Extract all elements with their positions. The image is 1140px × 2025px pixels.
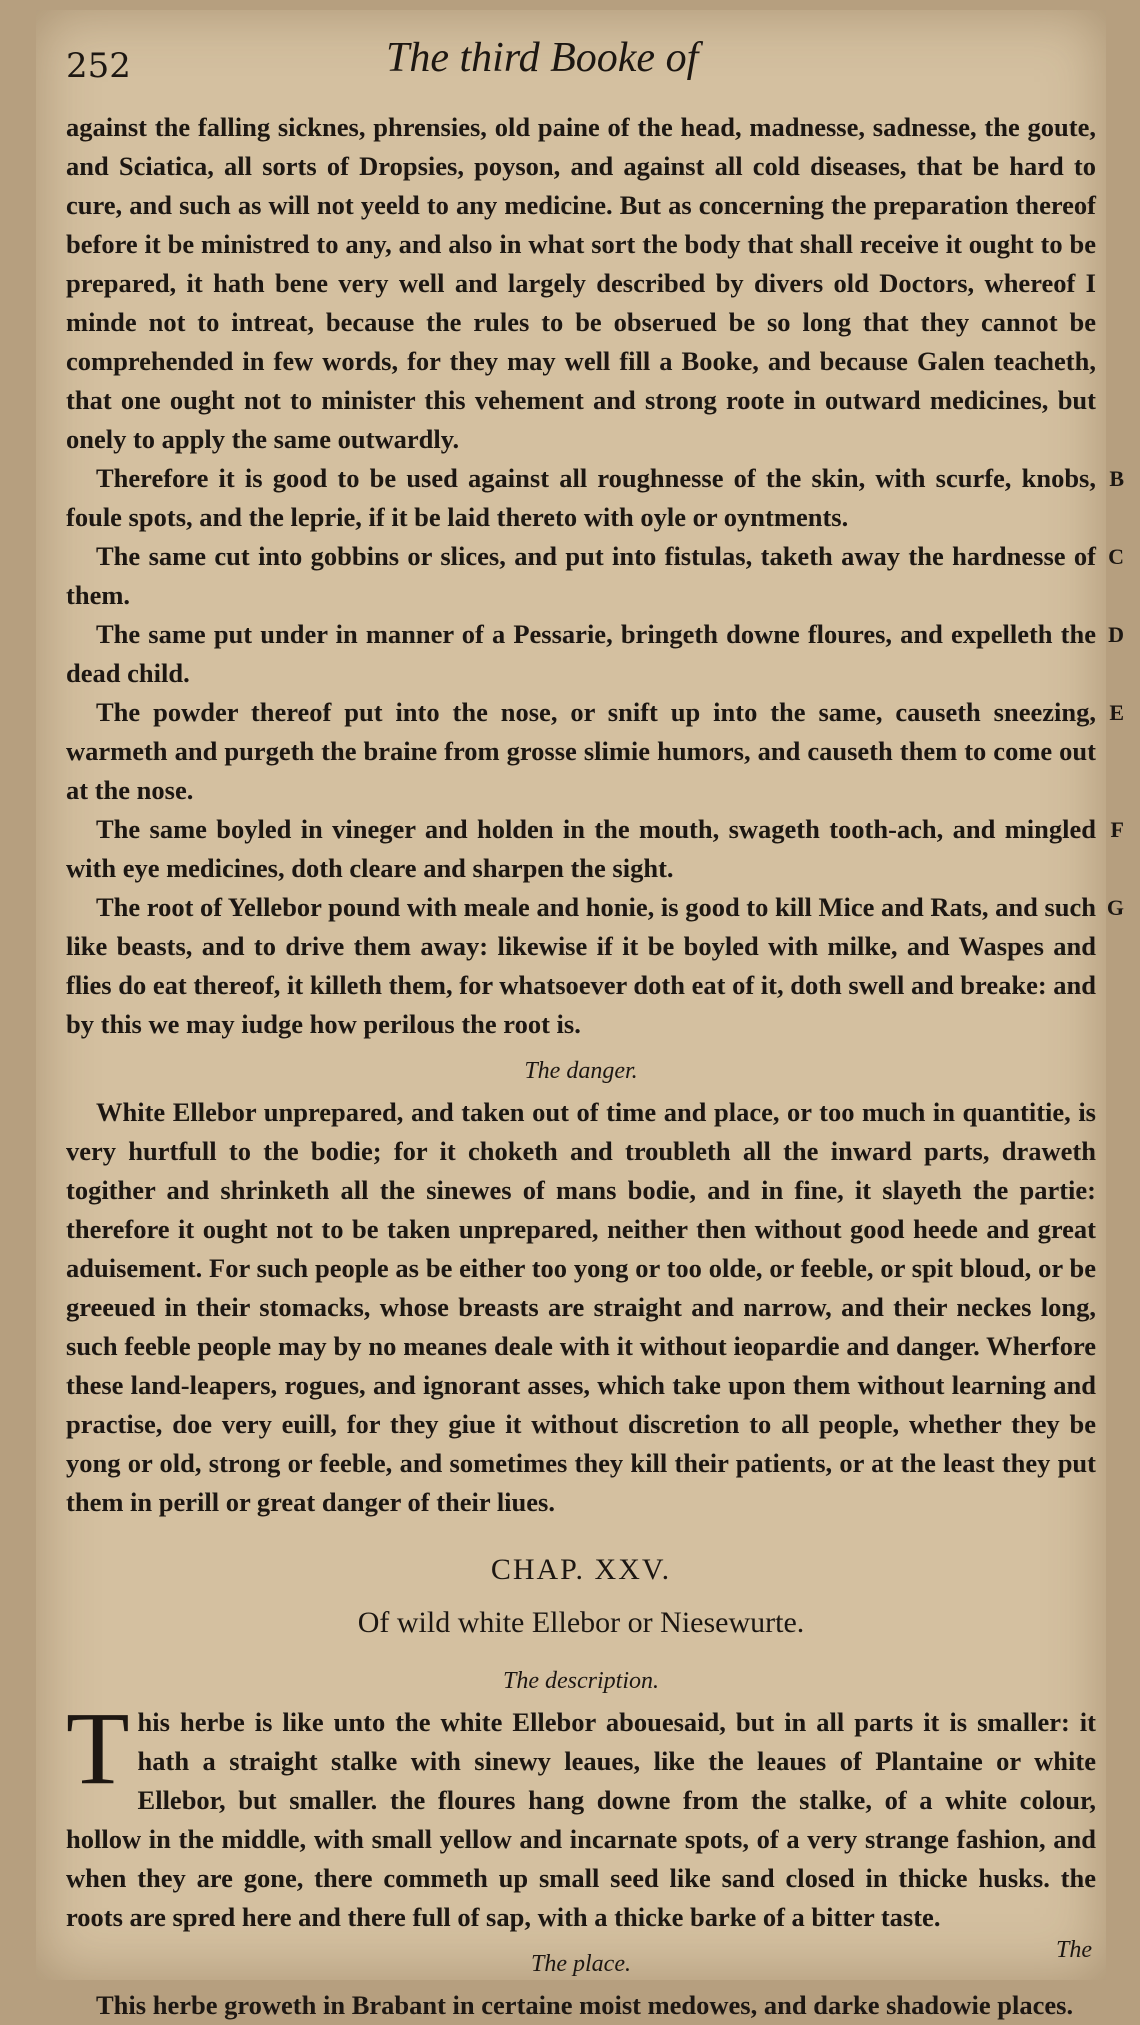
paragraph-description-text: his herbe is like unto the white Ellebor abouesaid, but in all parts it is smaller: it hath a straight stalke with sinewy leaues, like the leaues of Plantaine or white Ellebor, but smaller. the floures hang downe from the stalke, of a white colour, hollow in the middle, with small yellow and incarnate spots, of a very strange fashion, and when they are gone, there commeth up small seed like sand closed in thicke husks. the roots are spred here and there full of sap, with a thicke barke of a bitter taste. [66, 1707, 1096, 1932]
paragraph-6 [66, 810, 1124, 888]
page-header [66, 28, 1066, 98]
drop-cap: T [66, 1691, 130, 1806]
margin-letter-e: E [1109, 700, 1124, 725]
margin-letter-b: B [1109, 466, 1124, 491]
margin-letter-d: D [1108, 622, 1124, 647]
paragraph-place: This herbe groweth in Brabant in certaine moist medowes, and darke shadowie places. [96, 1990, 1074, 2020]
paragraph-4-text: The same put under in manner of a Pessarie, bringeth downe floures, and expelleth the dead child. [66, 619, 1096, 688]
running-head: The third Booke of [386, 35, 699, 81]
paragraph-3 [66, 537, 1124, 615]
paragraph-2-text: Therefore it is good to be used against all roughnesse of the skin, with scurfe, knobs, foule spots, and the leprie, if it be laid thereto with oyle or oyntments. [66, 463, 1096, 532]
danger-heading: The danger. [524, 1058, 638, 1084]
margin-letter-g: G [1106, 895, 1124, 920]
paragraph-7-text: The root of Yellebor pound with meale and honie, is good to kill Mice and Rats, and such like beasts, and to drive them away: likewise if it be boyled with milke, and Waspes and flies do eat thereof, it killeth them, for whatsoever doth eat of it, doth swell and breake: and by this we may iudge how perilous the root is. [66, 892, 1097, 1039]
paragraph-description [66, 1691, 1096, 1937]
paragraph-2 [66, 459, 1124, 537]
chapter-heading: CHAP. XXV. [490, 1553, 672, 1586]
paragraph-danger: White Ellebor unprepared, and taken out of time and place, or too much in quantitie, is very hurtfull to the bodie; for it choketh and troubleth all the inward parts, draweth togither and shrinketh all the sinewes of mans bodie, and in fine, it slayeth the partie: therefore it ought not to be taken unprepared, neither then without good heede and great aduisement. For such people as be either too yong or too olde, or feeble, or spit bloud, or be greeued in their stomacks, whose breasts are straight and narrow, and their neckes long, such feeble people may by no meanes deale with it without ieopardie and danger. Wherfore these land-leapers, rogues, and ignorant asses, which take upon them without learning and practise, doe very euill, for they giue it without discretion to all people, whether they be yong or old, strong or feeble, and sometimes they kill their patients, or at the least they put them in perill or great danger of their liues. [66, 1097, 1096, 1517]
paragraph-5-text: The powder thereof put into the nose, or snift up into the same, causeth sneezing, warmeth and purgeth the braine from grosse slimie humors, and causeth them to come out at the nose. [66, 697, 1096, 805]
paragraph-7 [66, 888, 1124, 1044]
paragraph-5 [66, 693, 1124, 810]
place-heading: The place. [531, 1951, 631, 1977]
page-number: 252 [66, 46, 131, 86]
paragraph-3-text: The same cut into gobbins or slices, and put into fistulas, taketh away the hardnesse of them. [66, 541, 1096, 610]
chapter-title: Of wild white Ellebor or Niesewurte. [357, 1606, 805, 1639]
catchword: The [1056, 1937, 1092, 1963]
paragraph-4 [66, 615, 1124, 693]
body-text [66, 108, 1124, 2025]
description-heading: The description. [503, 1668, 659, 1694]
paragraph-6-text: The same boyled in vineger and holden in the mouth, swageth tooth-ach, and mingled with eye medicines, doth cleare and sharpen the sight. [66, 814, 1096, 883]
margin-letter-f: F [1110, 817, 1124, 842]
paragraph-1: against the falling sicknes, phrensies, old paine of the head, madnesse, sadnesse, the goute, and Sciatica, all sorts of Dropsies, poyson, and against all cold diseases, that be hard to cure, and such as will not yeeld to any medicine. But as concerning the preparation thereof before it be ministred to any, and also in what sort the body that shall receive it ought to be prepared, it hath bene very well and largely described by divers old Doctors, whereof I minde not to intreat, because the rules to be obserued be so long that they cannot be comprehended in few words, for they may well fill a Booke, and because Galen teacheth, that one ought not to minister this vehement and strong roote in outward medicines, but onely to apply the same outwardly. [66, 112, 1096, 454]
margin-letter-c: C [1108, 544, 1124, 569]
book-page [36, 10, 1124, 2020]
